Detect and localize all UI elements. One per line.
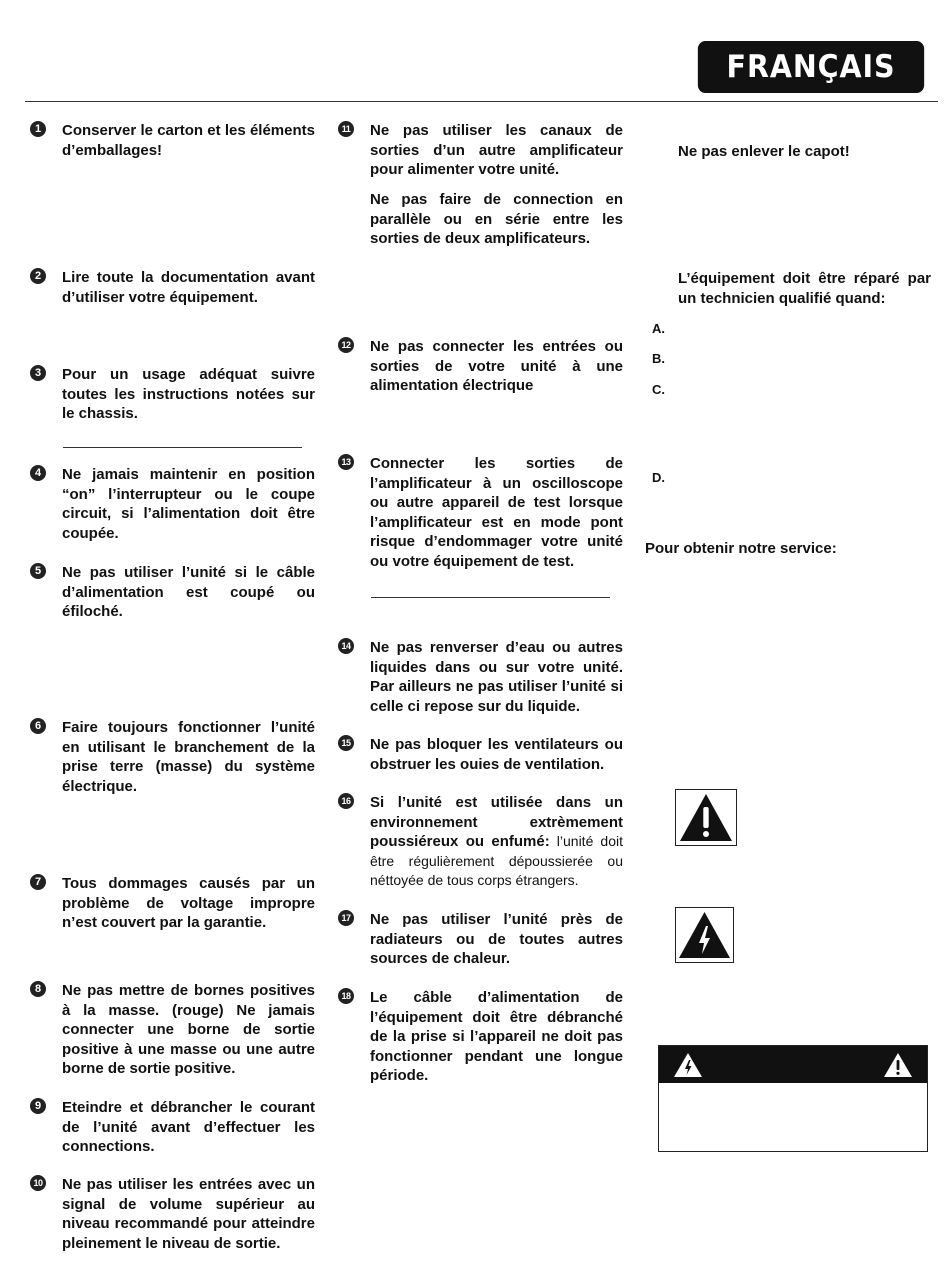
item-number: 11 bbox=[338, 121, 354, 137]
item-number: 16 bbox=[338, 793, 354, 809]
item-number: 3 bbox=[30, 365, 46, 381]
item-number: 18 bbox=[338, 988, 354, 1004]
item-text: Faire toujours fonctionner l’unité en utilisant le branchement de la prise terre (masse) du système électrique. bbox=[62, 719, 315, 795]
item-text: Lire toute la documentation avant d’utiliser votre équipement. bbox=[62, 269, 315, 306]
condition-letter: A. bbox=[652, 321, 665, 336]
repair-notice: L’équipement doit être réparé par un technicien qualifié quand: bbox=[678, 270, 931, 307]
condition-letter: B. bbox=[652, 351, 665, 366]
item-text-2: Ne pas faire de connection en parallèle ou en série entre les sorties de deux amplificateurs. bbox=[370, 191, 623, 248]
exclamation-triangle-icon bbox=[883, 1052, 913, 1078]
item-text: Ne pas mettre de bornes positives à la masse. (rouge) Ne jamais connecter une borne de sortie positive à une masse ou une autre borne de sortie positive. bbox=[62, 982, 315, 1078]
caution-header-bar bbox=[659, 1046, 927, 1083]
section-rule bbox=[371, 597, 610, 598]
cover-warning: Ne pas enlever le capot! bbox=[678, 143, 850, 160]
item-text: Ne pas utiliser les canaux de sorties d’un autre amplificateur pour alimenter votre unité. bbox=[370, 122, 623, 179]
item-number: 13 bbox=[338, 454, 354, 470]
item-number: 6 bbox=[30, 718, 46, 734]
item-number: 8 bbox=[30, 981, 46, 997]
item-text: Pour un usage adéquat suivre toutes les instructions notées sur le chassis. bbox=[62, 366, 315, 423]
item-text: Conserver le carton et les éléments d’emballages! bbox=[62, 122, 315, 159]
item-number: 4 bbox=[30, 465, 46, 481]
item-text: Ne pas utiliser l’unité près de radiateurs ou de toutes autres sources de chaleur. bbox=[370, 911, 623, 968]
item-number: 17 bbox=[338, 910, 354, 926]
item-number: 14 bbox=[338, 638, 354, 654]
lightning-triangle-icon bbox=[673, 1052, 703, 1078]
item-number: 7 bbox=[30, 874, 46, 890]
service-heading: Pour obtenir notre service: bbox=[645, 540, 837, 557]
item-number: 2 bbox=[30, 268, 46, 284]
lightning-triangle-icon bbox=[675, 907, 734, 963]
condition-letter: D. bbox=[652, 470, 665, 485]
item-text: Ne jamais maintenir en position “on” l’interrupteur ou le coupe circuit, si l’alimentation doit être coupée. bbox=[62, 466, 315, 542]
item-number: 15 bbox=[338, 735, 354, 751]
item-text: Ne pas bloquer les ventilateurs ou obstruer les ouies de ventilation. bbox=[370, 736, 623, 773]
item-text-regular: l’unité doit être régulièrement dépoussierée ou néttoyée de tous corps étrangers. bbox=[370, 833, 623, 889]
section-rule bbox=[63, 447, 302, 448]
item-number: 10 bbox=[30, 1175, 46, 1191]
item-text: Le câble d’alimentation de l’équipement doit être débranché de la prise si l’appareil ne doit pas fonctionner pendant une longue période. bbox=[370, 989, 623, 1085]
language-tab: FRANÇAIS bbox=[698, 41, 924, 93]
caution-label bbox=[658, 1045, 928, 1152]
item-text-bold: Si l’unité est utilisée dans un environnement extrèmement poussiéreux ou enfumé: bbox=[370, 794, 623, 851]
item-text: Connecter les sorties de l’amplificateur à un oscilloscope ou autre appareil de test lorsque l’amplificateur est en mode pont risque d’endommager votre unité ou votre équipement de test. bbox=[370, 455, 623, 570]
item-text: Ne pas utiliser l’unité si le câble d’alimentation est coupé ou éfiloché. bbox=[62, 564, 315, 621]
item-text: Eteindre et débrancher le courant de l’unité avant d’effectuer les connections. bbox=[62, 1099, 315, 1156]
item-number: 9 bbox=[30, 1098, 46, 1114]
condition-letter: C. bbox=[652, 382, 665, 397]
item-text: Ne pas utiliser les entrées avec un signal de volume supérieur au niveau recommandé pour atteindre pleinement le niveau de sortie. bbox=[62, 1176, 315, 1252]
item-text: Ne pas renverser d’eau ou autres liquides dans ou sur votre unité. Par ailleurs ne pas utiliser l’unité si celle ci repose sur du liquide. bbox=[370, 639, 623, 715]
item-text: Ne pas connecter les entrées ou sorties de votre unité à une alimentation électrique bbox=[370, 338, 623, 395]
item-text bbox=[370, 793, 623, 891]
header-rule bbox=[25, 101, 938, 102]
item-number: 12 bbox=[338, 337, 354, 353]
item-number: 5 bbox=[30, 563, 46, 579]
item-text: Tous dommages causés par un problème de voltage impropre n’est couvert par la garantie. bbox=[62, 875, 315, 932]
item-number: 1 bbox=[30, 121, 46, 137]
exclamation-triangle-icon bbox=[675, 789, 737, 846]
